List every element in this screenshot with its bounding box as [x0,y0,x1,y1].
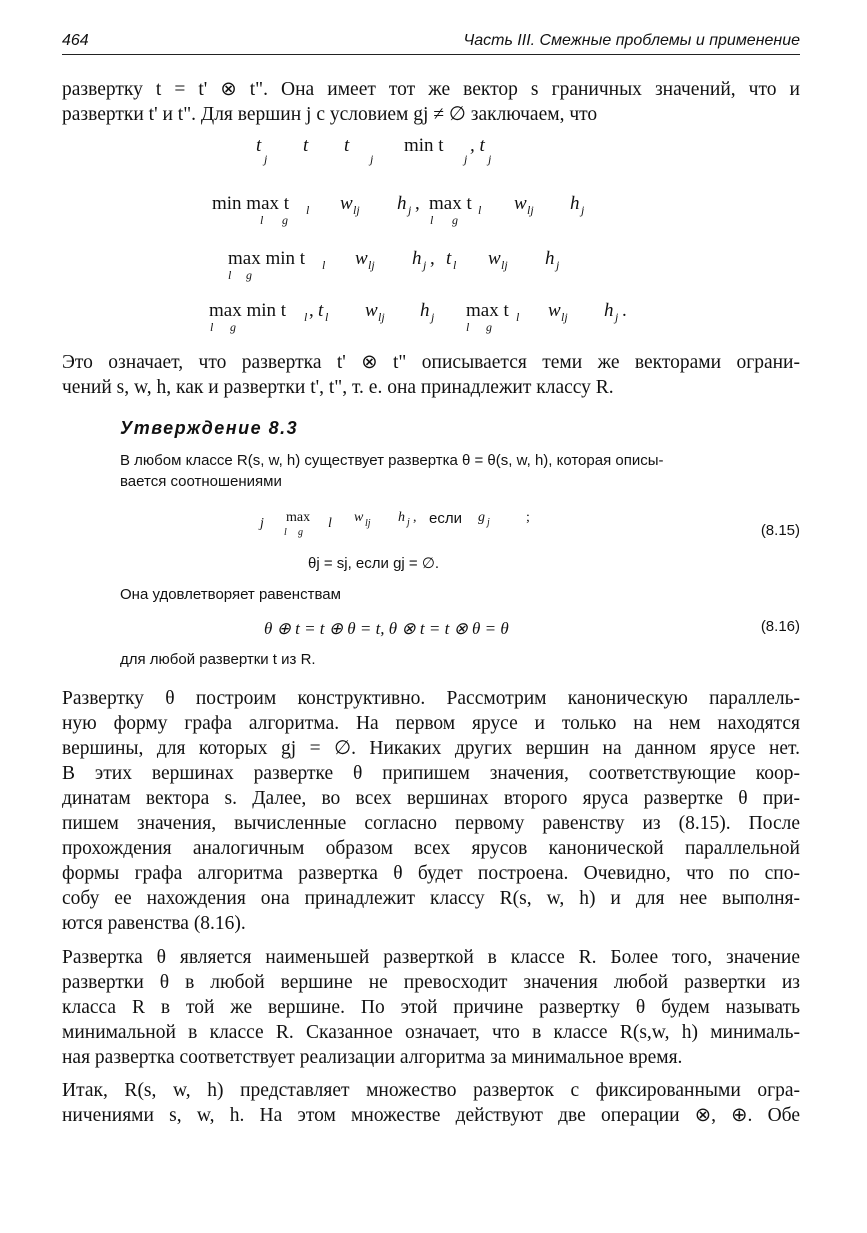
eq-term: t [256,135,262,156]
book-page: 464 Часть III. Смежные проблемы и применение развертку t = t' ⊗ t". Она имеет тот же вектор s граничных значений, что и развертки t' и t". Для вершин j с условием gj ≠ ∅ заключаем, что t j t t j min t j , t j min max t l g l w lj h j , max t l g l w lj h j max min t l g l w lj h j , t l w lj h j max min t l g l , t l w lj h j max t l g l w lj h j . Это означает, что развертка t' ⊗ t" описывается теми же векторами ограни- чений s, w, h, как и развертки t', t", т. е. она принадлежит классу R. Утверждение 8.3 В любом классе R(s, w, h) существует развертка θ = θ(s, w, h), которая описы- вается соотношениями j max l g l w lj h j , если g j ; (8.15) θj = sj, если gj = ∅. Она удовлетворяет равенствам θ ⊕ t = t ⊕ θ = t, θ ⊗ t = t ⊗ θ = θ (8.16) для любой развертки t из R. Развертку θ построим конструктивно. Рассмотрим каноническую параллель- ную форму графа алгоритма. На первом ярусе и только на нем находятся вершины, для которых gj = ∅. Никаких других вершин на данном ярусе нет. В этих вершинах развертке θ припишем значения, соответствующие коор- динатам вектора s. Далее, во всех вершинах второго яруса развертке θ при- пишем значения, вычисленные согласно первому равенству из (8.15). После прохождения аналогичным образом всех ярусов канонической параллельной формы графа алгоритма развертка θ будет построена. Очевидно, что по спо- собу ее нахождения она принадлежит классу R(s, w, h) и для нее выполня- ются равенства (8.16). Развертка θ является наименьшей разверткой в классе R. Более того, значение развертки θ в любой вершине не превосходит значения любой развертки из класса R в той же вершине. По этой причине развертку θ будем называть минимальной в классе R. Сказанное означает, что в классе R(s,w, h) минималь- ная развертка соответствует реализации алгоритма за минимальное время. Итак, R(s, w, h) представляет множество разверток с фиксированными огра- ничениями s, w, h. На этом множестве действуют две операции ⊗, ⊕. Обе [62,32,800,1126]
text-line: класса R в той же вершине. По этой причине развертку θ будем называть [62,997,800,1018]
text-line: Развертка θ является наименьшей разверткой в классе R. Более того, значение [62,947,800,968]
eq-term: t [318,300,324,321]
eq-term: max t [429,193,472,214]
eq-term: min t [404,135,444,156]
text-line: вершины, для которых gj = ∅. Никаких других вершин на данном ярусе нет. [62,738,800,759]
eq-subscript: l [304,310,308,324]
running-header [62,30,800,55]
eq-subscript: g [452,213,458,227]
text-line: чений s, w, h, как и развертки t', t", т. е. она принадлежит классу R. [62,377,614,398]
eq-term: max min t [228,248,306,269]
eq-term: h [545,248,555,269]
eq-term: , t [470,135,485,156]
eq-subscript: lj [561,310,568,324]
eq-subscript: l [260,213,264,227]
paragraph-4 [62,945,800,1070]
eq-subscript: j [615,310,619,324]
text-line: Она удовлетворяет равенствам [120,586,341,603]
text-line: для любой развертки t из R. [120,651,316,668]
eq-subscript: j [556,258,560,272]
eq-term: h [420,300,430,321]
eq-subscript: j [423,258,427,272]
eq-term: max t [466,300,509,321]
text-line: собу ее нахождения она принадлежит классу R(s, w, h) и для нее выполня- [62,888,800,909]
eq-subscript: j [488,152,492,166]
eq-subscript: l [322,258,326,272]
text-line: ная развертка соответствует реализации алгоритма за минимальное время. [62,1047,683,1068]
eq-term: w [340,193,353,214]
eq-term: h [397,193,407,214]
eq-subscript: l [306,203,310,217]
eq-subscript: l [228,268,232,282]
eq-subscript: lj [527,203,534,217]
eq-term: t [303,135,309,156]
page-number: 464 [62,32,89,49]
theorem-statement [120,450,800,492]
eq-subscript: lj [368,258,375,272]
eq-subscript: g [486,320,492,334]
text-line: Итак, R(s, w, h) представляет множество разверток с фиксированными огра- [62,1080,800,1101]
text-line: пишем значения, вычисленные согласно первому равенству из (8.15). После [62,813,800,834]
eq-subscript: j [264,152,268,166]
equation-number: (8.15) [760,522,800,539]
eq-subscript: lj [501,258,508,272]
text-line: развертки t' и t". Для вершин j с условием gj ≠ ∅ заключаем, что [62,104,598,125]
eq-subscript: g [246,268,252,282]
eq-subscript: l [430,213,434,227]
eq-subscript: l [466,320,470,334]
eq-term: w [355,248,368,269]
eq-term: min max t [212,193,290,214]
text-line: развертки θ в любой вершине не превосходит значения любой развертки из [62,972,800,993]
eq-term: h [604,300,614,321]
eq-subscript: l [325,310,329,324]
eq-term: t [446,248,452,269]
eq-subscript: j [370,152,374,166]
theorem-title: Утверждение 8.3 [120,418,299,438]
eq-term: w [514,193,527,214]
text-line: ную форму графа алгоритма. На первом ярусе и только на нем находятся [62,713,800,734]
eq-term: h [412,248,422,269]
equation-line: θj = sj, если gj = ∅. [308,555,440,572]
text-line: В этих вершинах развертке θ припишем значения, соответствующие коор- [62,763,800,784]
paragraph-2 [62,350,800,400]
eq-term: h [570,193,580,214]
eq-term: w [488,248,501,269]
text-line: формы графа алгоритма развертка θ будет построена. Очевидно, что по спо- [62,863,800,884]
chapter-title: Часть III. Смежные проблемы и применение [463,32,800,49]
text-line: ничениями s, w, h. На этом множестве действуют две операции ⊗, ⊕. Обе [62,1105,800,1126]
if-word: если [429,510,462,527]
equation-number: (8.16) [760,618,800,635]
paragraph-3 [62,686,800,936]
text-line: Это означает, что развертка t' ⊗ t" описывается теми же векторами ограни- [62,352,800,373]
text-line: минимальной в классе R. Сказанное означает, что в классе R(s,w, h) минималь- [62,1022,800,1043]
eq-subscript: lj [378,310,385,324]
equation-line: θ ⊕ t = t ⊕ θ = t, θ ⊗ t = t ⊗ θ = θ [264,619,509,638]
eq-subscript: j [464,152,468,166]
eq-subscript: g [282,213,288,227]
text-line: динатам вектора s. Далее, во всех вершинах второго яруса развертке θ при- [62,788,800,809]
eq-subscript: lj [353,203,360,217]
eq-subscript: l [478,203,482,217]
eq-subscript: j [408,203,412,217]
eq-term: w [548,300,561,321]
text-line: вается соотношениями [120,473,282,490]
text-line: В любом классе R(s, w, h) существует развертка θ = θ(s, w, h), которая описы- [120,452,664,469]
eq-term: w [365,300,378,321]
eq-subscript: l [516,310,520,324]
eq-subscript: l [453,258,457,272]
text-line: Развертку θ построим конструктивно. Рассмотрим каноническую параллель- [62,688,800,709]
text-line: ются равенства (8.16). [62,913,246,934]
eq-term: t [344,135,350,156]
text-line: развертку t = t' ⊗ t". Она имеет тот же вектор s граничных значений, что и [62,79,800,100]
paragraph-1 [62,77,800,127]
text-line: прохождения аналогичным образом всех ярусов канонической параллельной [62,838,800,859]
eq-subscript: j [431,310,435,324]
eq-subscript: g [230,320,236,334]
paragraph-5 [62,1078,800,1128]
eq-subscript: j [581,203,585,217]
eq-subscript: l [210,320,214,334]
eq-term: max min t [209,300,287,321]
